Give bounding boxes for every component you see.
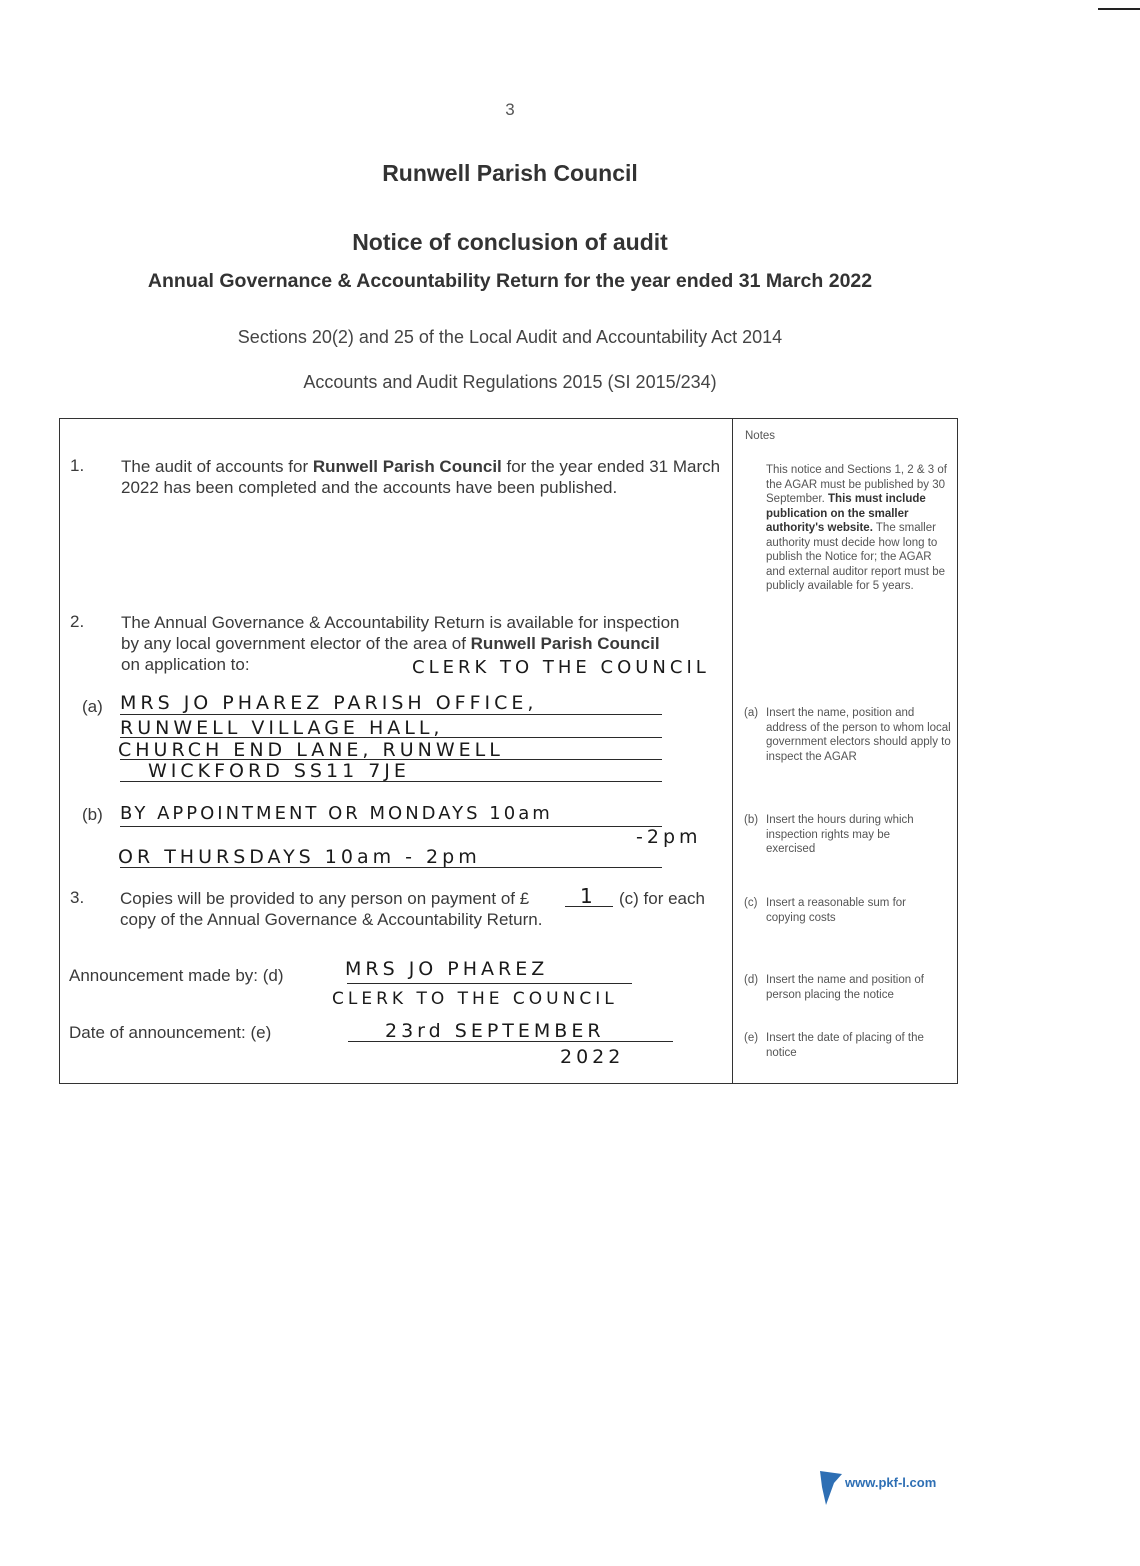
notes-main: This notice and Sections 1, 2 & 3 of the AGAR must be published by 30 September. This must include publication on the smaller authority's website. The smaller authority must decide how long to publish the Notice for; the AGAR and external auditor report must be publicly available for 5 years. (766, 464, 947, 592)
announcement-date-underline (348, 1041, 673, 1042)
item-1-text: The audit of accounts for Runwell Parish Council for the year ended 31 March 2022 has been completed and the accounts have been published. (121, 457, 721, 497)
handwritten-address-line-1: MRS JO PHAREZ PARISH OFFICE, (120, 692, 538, 714)
address-underline-1 (120, 714, 662, 715)
legal-reference-act: Sections 20(2) and 25 of the Local Audit and Accountability Act 2014 (237, 327, 783, 347)
notice-subtitle: Annual Governance & Accountability Return for the year ended 31 March 2022 (147, 270, 873, 292)
handwritten-copy-charge: 1 (580, 884, 597, 908)
announcer-name-underline (347, 983, 632, 984)
announcement-made-by-label: Announcement made by: (d) (69, 966, 284, 985)
address-underline-2 (120, 737, 662, 738)
item-3-text-rest: (c) for each copy of the Annual Governance & Accountability Return. (120, 889, 705, 929)
item-2b-label: (b) (82, 805, 103, 824)
notes-column-divider (732, 418, 733, 1084)
handwritten-address-line-2: RUNWELL VILLAGE HALL, (120, 717, 444, 739)
item-1-number: 1. (70, 456, 85, 475)
date-of-announcement-label: Date of announcement: (e) (69, 1023, 272, 1042)
handwritten-address-line-3: CHURCH END LANE, RUNWELL (118, 739, 504, 761)
handwritten-hours-line-2: -2pm (636, 826, 702, 848)
council-name: Runwell Parish Council (382, 160, 638, 186)
item-2-text: The Annual Governance & Accountability Return is available for inspection by any local government elector of the area of Runwell Parish Council on application to: (121, 613, 680, 674)
item-2a-label: (a) (82, 697, 103, 716)
handwritten-apply-to: CLERK TO THE COUNCIL (412, 657, 710, 678)
scan-edge-mark (1098, 8, 1140, 10)
pkf-logo-icon (820, 1471, 844, 1510)
handwritten-announcer-position: CLERK TO THE COUNCIL (332, 989, 618, 1009)
hours-underline-1 (120, 826, 662, 827)
notes-heading: Notes (745, 430, 776, 442)
handwritten-announcement-date: 23rd SEPTEMBER (385, 1020, 605, 1042)
address-underline-4 (120, 781, 662, 782)
handwritten-address-line-4: WICKFORD SS11 7JE (148, 760, 410, 782)
item-2-number: 2. (70, 612, 85, 631)
website-link[interactable]: www.pkf-l.com (845, 1475, 937, 1490)
item-3-number: 3. (70, 888, 85, 907)
handwritten-hours-line-1: BY APPOINTMENT OR MONDAYS 10am (120, 803, 553, 824)
handwritten-announcer-name: MRS JO PHAREZ (345, 958, 549, 980)
item-1-council-name: Runwell Parish Council (312, 457, 502, 476)
notes-main-bold: This must include publication on the smaller authority's website. (766, 493, 926, 534)
item-2-council-name: Runwell Parish Council (470, 634, 660, 653)
handwritten-hours-line-3: OR THURSDAYS 10am - 2pm (118, 846, 481, 868)
hours-underline-2 (120, 867, 662, 868)
page-number: 3 (505, 100, 515, 119)
handwritten-announcement-year: 2022 (560, 1046, 625, 1068)
item-3-text-first: Copies will be provided to any person on payment of £ (120, 889, 530, 908)
notice-title: Notice of conclusion of audit (352, 229, 668, 255)
legal-reference-regulations: Accounts and Audit Regulations 2015 (SI 2015/234) (303, 372, 717, 392)
